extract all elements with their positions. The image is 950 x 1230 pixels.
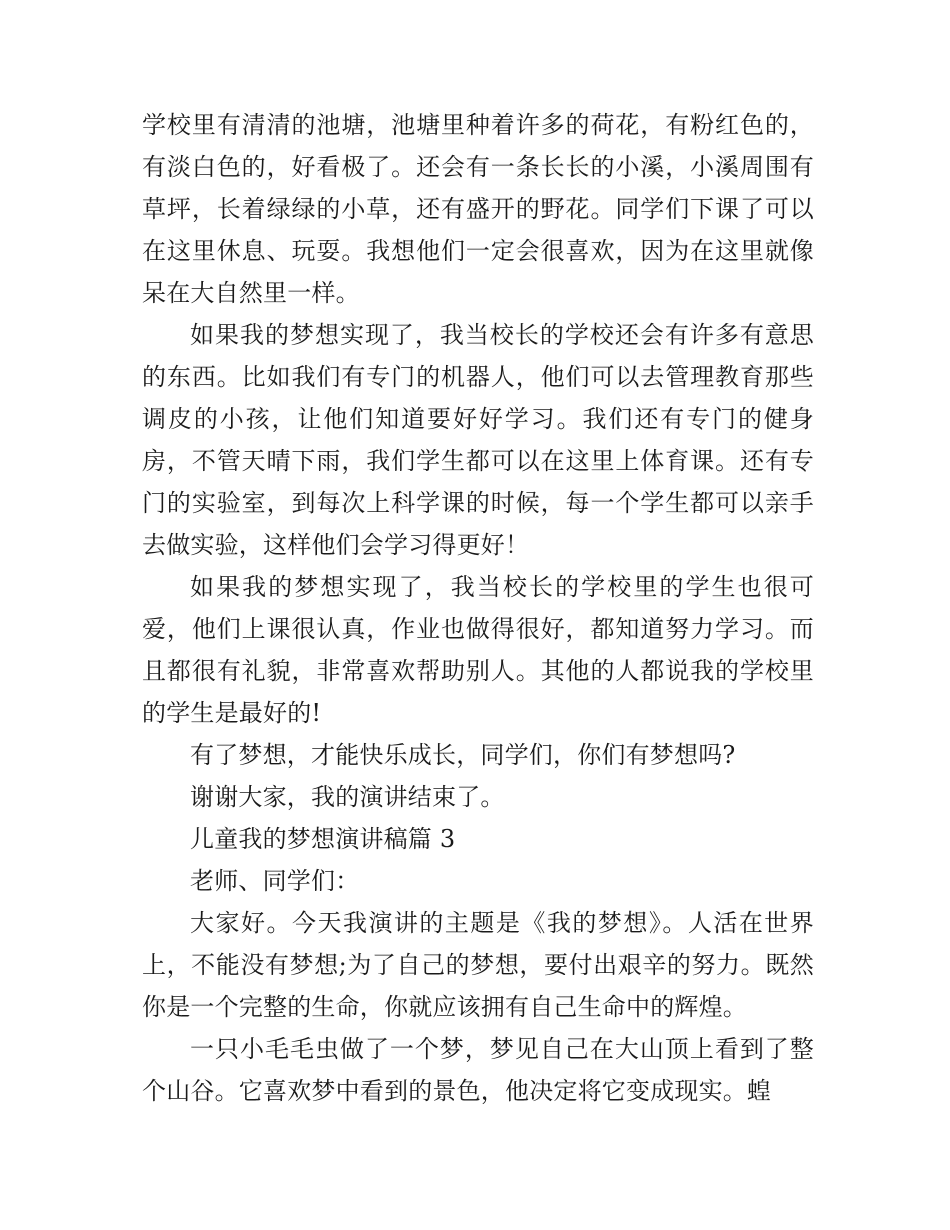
paragraph-9: 一只小毛毛虫做了一个梦，梦见自己在大山顶上看到了整个山谷。它喜欢梦中看到的景色，他决定将它变成现实。蝗 [142,1035,814,1105]
paragraph-8: 大家好。今天我演讲的主题是《我的梦想》。人活在世界上，不能没有梦想;为了自己的梦想，要付出艰辛的努力。既然你是一个完整的生命，你就应该拥有自己生命中的辉煌。 [142,909,814,1021]
paragraph-5: 谢谢大家，我的演讲结束了。 [190,783,505,811]
document-body [142,104,814,1112]
section-heading: 儿童我的梦想演讲稿篇 3 [190,825,456,853]
paragraph-3: 如果我的梦想实现了，我当校长的学校里的学生也很可爱，他们上课很认真，作业也做得很好，都知道努力学习。而且都很有礼貌，非常喜欢帮助别人。其他的人都说我的学校里的学生是最好的! [142,573,814,727]
salutation: 老师、同学们： [190,867,360,895]
paragraph-1: 学校里有清清的池塘，池塘里种着许多的荷花，有粉红色的，有淡白色的，好看极了。还会有一条长长的小溪，小溪周围有草坪，长着绿绿的小草，还有盛开的野花。同学们下课了可以在这里休息、玩耍。我想他们一定会很喜欢，因为在这里就像呆在大自然里一样。 [142,111,814,307]
paragraph-2: 如果我的梦想实现了，我当校长的学校还会有许多有意思的东西。比如我们有专门的机器人，他们可以去管理教育那些调皮的小孩，让他们知道要好好学习。我们还有专门的健身房，不管天晴下雨，我们学生都可以在这里上体育课。还有专门的实验室，到每次上科学课的时候，每一个学生都可以亲手去做实验，这样他们会学习得更好！ [142,321,814,559]
paragraph-4: 有了梦想，才能快乐成长，同学们，你们有梦想吗? [190,741,736,769]
